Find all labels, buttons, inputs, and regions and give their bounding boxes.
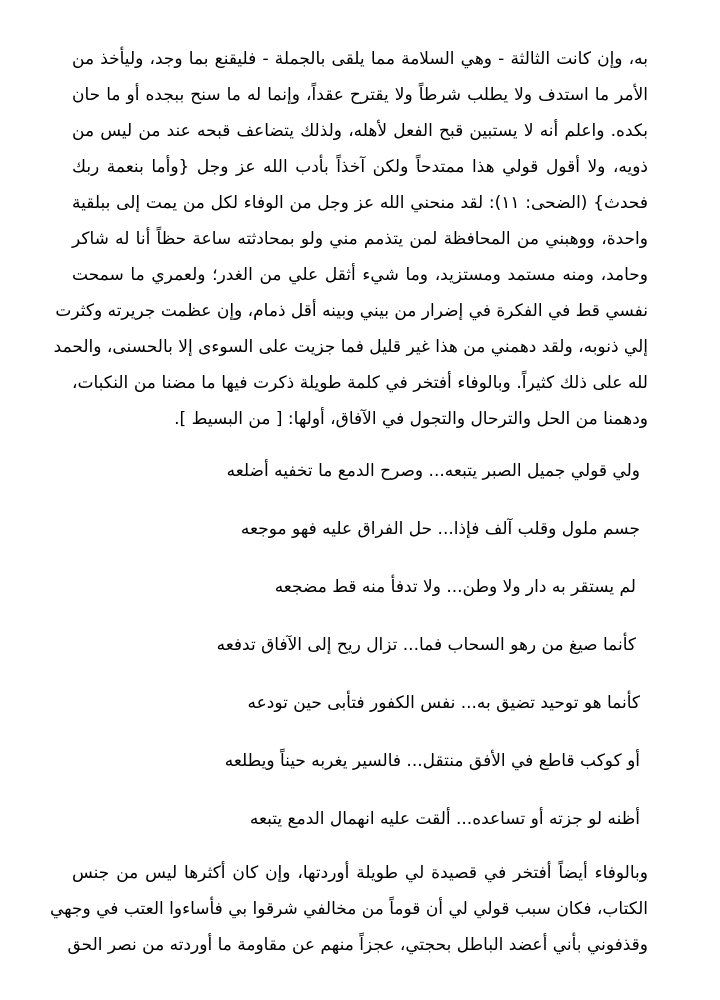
- paragraph-line: ذويه، ولا أقول قولي هذا ممتدحاً ولكن آخذاً بأدب الله عز وجل {وأما بنعمة ربك: [72, 157, 648, 177]
- paragraph-line: لله على ذلك كثيراً. وبالوفاء أفتخر في كلمة طويلة ذكرت فيها ما مضنا من النكبات،: [72, 373, 648, 393]
- poem-verse: جسم ملول وقلب آلف فإذا... حل الفراق عليه فهو موجعه: [240, 519, 640, 539]
- poem-verse: أظنه لو جزته أو تساعده... ألقت عليه انهمال الدمع يتبعه: [249, 809, 640, 829]
- poem-verse: كأنما صيغ من رهو السحاب فما... تزال ريح إلى الآفاق تدفعه: [216, 635, 636, 655]
- paragraph-line: واحدة، ووهبني من المحافظة لمن يتذمم مني ولو بمحادثته ساعة حظاً أنا له شاكر: [72, 229, 648, 249]
- paragraph-line: الكتاب، فكان سبب قولي لي أن قوماً من مخالفي شرقوا بي فأساءوا العتب في وجهي: [49, 899, 648, 919]
- poem-verse: ولي قولي جميل الصبر يتبعه... وصرح الدمع ما تخفيه أضلعه: [226, 461, 640, 481]
- paragraph-line: فحدث} (الضحى: ١١): لقد منحني الله عز وجل من الوفاء لكل من يمت إلى ببلقية: [72, 193, 648, 213]
- paragraph-line: بكده. واعلم أنه لا يستبين قبح الفعل لأهله، ولذلك يتضاعف قبحه عند من ليس من: [72, 121, 648, 141]
- poem-verse: كأنما هو توحيد تضيق به... نفس الكفور فتأبى حين تودعه: [247, 693, 640, 713]
- paragraph-line: ودهمنا من الحل والترحال والتجول في الآفاق، أولها: [ من البسيط ].: [174, 409, 648, 429]
- paragraph-line: الأمر ما استدف ولا يطلب شرطاً ولا يقترح عقداً، وإنما له ما سنح ببجده أو ما حان: [72, 85, 648, 105]
- paragraph-line: وحامد، ومنه مستمد ومستزيد، وما شيء أثقل علي من الغدر؛ ولعمري ما سمحت: [72, 265, 648, 285]
- paragraph-line: به، وإن كانت الثالثة - وهي السلامة مما يلقى بالجملة - فليقنع بما وجد، وليأخذ من: [72, 49, 648, 69]
- paragraph-line: نفسي قط في الفكرة في إضرار من بيني وبينه أقل ذمام، وإن عظمت جريرته وكثرت: [55, 301, 648, 321]
- paragraph-line: إلي ذنوبه، ولقد دهمني من هذا غير قليل فما جزيت على السوءى إلا بالحسنى، والحمد: [53, 337, 648, 357]
- poem-verse: لم يستقر به دار ولا وطن... ولا تدفأ منه قط مضجعه: [274, 577, 636, 597]
- poem-verse: أو كوكب قاطع في الأفق منتقل... فالسير يغربه حيناً ويطلعه: [224, 751, 640, 771]
- paragraph-line: وبالوفاء أيضاً أفتخر في قصيدة لي طويلة أوردتها، وإن كان أكثرها ليس من جنس: [72, 863, 648, 883]
- paragraph-line: وقذفوني بأني أعضد الباطل بحجتي، عجزاً منهم عن مقاومة ما أوردته من نصر الحق: [67, 935, 648, 955]
